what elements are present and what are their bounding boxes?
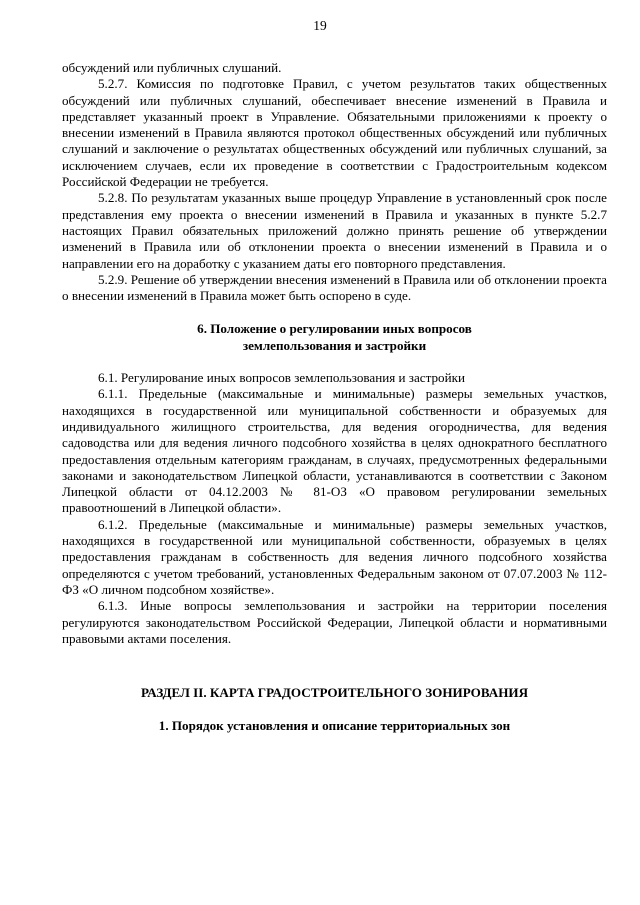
paragraph-5-2-9: 5.2.9. Решение об утверждении внесения изменений в Правила или об отклонении проекта о внесении изменений в Правила может быть оспорено в суде. xyxy=(62,271,607,304)
paragraph-6-1-1: 6.1.1. Предельные (максимальные и минимальные) размеры земельных участков, находящихся в государственной или муниципальной собственности и образуемых для индивидуального жилищного строительства, для ведения огородничества, для ведения садоводства или для ведения личного подсобного хозяйства в целях однократного бесплатного предоставления отдельным категориям гражданам, в случаях, предусмотренных федеральными законами и законодательством Липецкой области, устанавливаются в соответствии с Законом Липецкой области от 04.12.2003 № 81-ОЗ «О правовом регулировании земельных правоотношений в Липецкой области». xyxy=(62,386,607,516)
document-body xyxy=(62,60,607,735)
section-6-title xyxy=(62,321,607,354)
page-number: 19 xyxy=(313,18,327,33)
paragraph-5-2-7: 5.2.7. Комиссия по подготовке Правил, с учетом результатов таких общественных обсуждений или публичных слушаний, обеспечивает внесение изменений в Правила и представляет указанный проект в Управление. Обязательными приложениями к проекту о внесении изменений в Правила являются протокол общественных обсуждений или публичных слушаний и заключение о результатах общественных обсуждений или публичных слушаний, за исключением случаев, если их проведение в соответствии с Градостроительным кодексом Российской Федерации не требуется. xyxy=(62,76,607,190)
section-6-title-line2: землепользования и застройки xyxy=(242,337,427,353)
section-2-title: РАЗДЕЛ II. КАРТА ГРАДОСТРОИТЕЛЬНОГО ЗОНИРОВАНИЯ xyxy=(140,685,529,701)
paragraph-5-2-8: 5.2.8. По результатам указанных выше процедур Управление в установленный срок после представления ему проекта о внесении изменений в Правила и указанных в пункте 5.2.7 настоящих Правил обязательных приложений должно принять решение об утверждении изменений в Правила или об отклонении проекта о внесении изменений в Правила и о направлении его на доработку с указанием даты его повторного представления. xyxy=(62,190,607,271)
paragraph-6-1-3: 6.1.3. Иные вопросы землепользования и застройки на территории поселения регулируются законодательством Российской Федерации, Липецкой области и нормативными правовыми актами поселения. xyxy=(62,598,607,646)
section-6-title-line1: 6. Положение о регулировании иных вопросов xyxy=(197,321,472,337)
subsection-1-title: 1. Порядок установления и описание территориальных зон xyxy=(158,718,511,734)
paragraph-6-1: 6.1. Регулирование иных вопросов землепользования и застройки xyxy=(98,370,465,386)
paragraph-continuation: обсуждений или публичных слушаний. xyxy=(62,60,282,75)
paragraph-6-1-2: 6.1.2. Предельные (максимальные и минимальные) размеры земельных участков, находящихся в государственной или муниципальной собственности, образуемых в целях предоставления гражданам в собственность для ведения личного подсобного хозяйства определяются с учетом требований, установленных Федеральным законом от 07.07.2003 № 112-ФЗ «О личном подсобном хозяйстве». xyxy=(62,516,607,597)
